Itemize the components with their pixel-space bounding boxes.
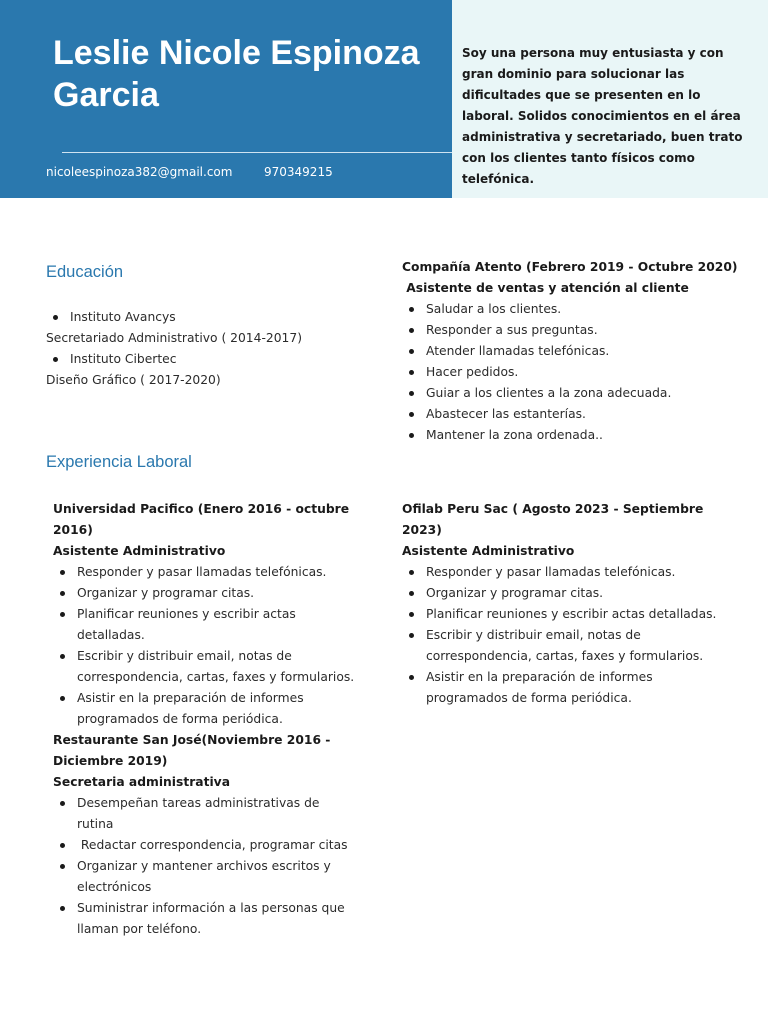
job-company: Universidad Pacifico (Enero 2016 - octubre 2016): [53, 502, 350, 537]
task-item: Organizar y programar citas.: [402, 583, 728, 604]
education-institution: Instituto Avancys: [46, 307, 376, 328]
task-item: Desempeñan tareas administrativas de rutina: [53, 793, 353, 835]
task-item: Responder a sus preguntas.: [402, 320, 742, 341]
candidate-name: Leslie Nicole Espinoza Garcia: [53, 34, 420, 114]
task-item: Suministrar información a las personas que llaman por teléfono.: [53, 898, 353, 940]
education-list: [46, 307, 376, 391]
experience-heading: Experiencia Laboral: [46, 453, 192, 471]
job-tasks: [53, 793, 353, 940]
email-text: nicoleespinoza382@gmail.com: [46, 165, 233, 179]
task-item: Atender llamadas telefónicas.: [402, 341, 742, 362]
task-item: Hacer pedidos.: [402, 362, 742, 383]
task-item: Planificar reuniones y escribir actas detalladas.: [53, 604, 363, 646]
job-company: Ofilab Peru Sac ( Agosto 2023 - Septiembre 2023): [402, 502, 704, 537]
job-tasks: [402, 299, 742, 446]
education-institution: Instituto Cibertec: [46, 349, 376, 370]
job-company: Restaurante San José(Noviembre 2016 - Diciembre 2019): [53, 733, 331, 768]
job-company: Compañía Atento (Febrero 2019 - Octubre 2020): [402, 260, 738, 274]
header-divider: [62, 152, 452, 153]
task-item: Responder y pasar llamadas telefónicas.: [402, 562, 728, 583]
task-item: Saludar a los clientes.: [402, 299, 742, 320]
job-role: Asistente Administrativo: [53, 544, 226, 558]
task-item: Escribir y distribuir email, notas de correspondencia, cartas, faxes y formularios.: [402, 625, 728, 667]
phone-text: 970349215: [264, 165, 333, 179]
job-entry: [53, 730, 353, 940]
education-heading: Educación: [46, 263, 124, 281]
task-item: Abastecer las estanterías.: [402, 404, 742, 425]
job-tasks: [402, 562, 728, 709]
job-entry: [402, 499, 728, 709]
job-role: Secretaria administrativa: [53, 775, 230, 789]
job-entry: [53, 499, 363, 730]
task-item: Planificar reuniones y escribir actas detalladas.: [402, 604, 728, 625]
task-item: Organizar y mantener archivos escritos y electrónicos: [53, 856, 353, 898]
education-detail: Diseño Gráfico ( 2017-2020): [46, 373, 221, 387]
job-role: Asistente Administrativo: [402, 544, 575, 558]
task-item: Asistir en la preparación de informes programados de forma periódica.: [53, 688, 363, 730]
task-item: Asistir en la preparación de informes programados de forma periódica.: [402, 667, 728, 709]
task-item: Mantener la zona ordenada..: [402, 425, 742, 446]
job-entry: [402, 257, 742, 446]
task-item: Guiar a los clientes a la zona adecuada.: [402, 383, 742, 404]
task-item: Responder y pasar llamadas telefónicas.: [53, 562, 363, 583]
education-detail: Secretariado Administrativo ( 2014-2017): [46, 331, 302, 345]
job-tasks: [53, 562, 363, 730]
task-item: Redactar correspondencia, programar citas: [53, 835, 353, 856]
profile-summary: Soy una persona muy entusiasta y con gran dominio para solucionar las dificultades que se presenten en lo laboral. Solidos conocimientos en el área administrativa y secretariado, buen trato con los clientes tanto físicos como telefónica.: [462, 46, 743, 186]
job-role: Asistente de ventas y atención al cliente: [402, 281, 689, 295]
task-item: Organizar y programar citas.: [53, 583, 363, 604]
task-item: Escribir y distribuir email, notas de correspondencia, cartas, faxes y formularios.: [53, 646, 363, 688]
